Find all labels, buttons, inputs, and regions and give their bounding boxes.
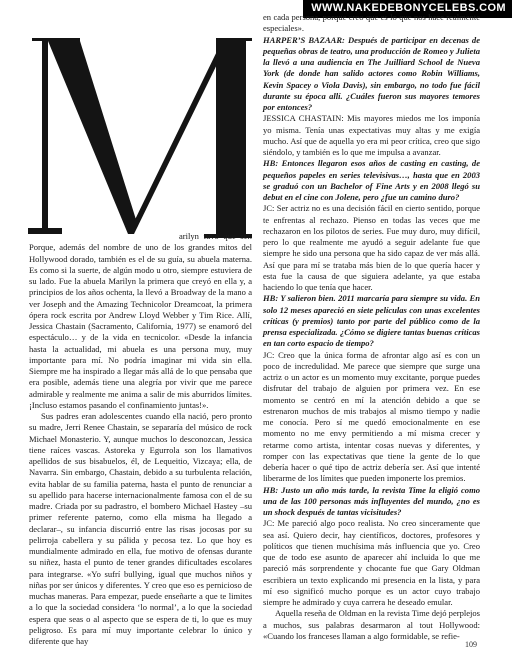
watermark: WWW.NAKEDEBONYCELEBS.COM <box>303 0 512 18</box>
right-column <box>263 12 480 642</box>
question-1: HARPER’S BAZAAR: Después de participar en decenas de pequeñas obras de teatro, una producción de Romeo y Julieta la llevó a una audiencia en The Juilliard School de Nueva York (de donde han salido actores como Robin Williams, Kevin Spacey o Viola Davis), sin embargo, no todo fue fácil durante su época allí. ¿Cuáles fueron sus mayores temores por entonces? <box>263 34 480 112</box>
left-column <box>29 0 252 647</box>
answer-1: JESSICA CHASTAIN: Mis mayores miedos me los imponía yo misma. Tenía unas expectativas muy altas y me exigía mucho. Así que de aquella yo era mi peor crítica, creo que sigo siéndolo, y también es lo que me impulsa a avanzar. <box>263 113 480 157</box>
answer-4: JC: Me pareció algo poco realista. No creo sinceramente que sea así. Quiero decir, hay científicos, doctores, profesores y políticos que tienen muchísima más influencia que yo. Creo que de todo ese asunto de aparecer ahí incluida lo que me pareció más sorprendente y chocante fue que Gary Oldman escribiera un texto explicando mi presencia en la lista, y para mí eso significó mucho porque es un actor cuyo trabajo siempre he admirado y cuya carrera he deseado emular. <box>263 518 480 607</box>
answer-3: JC: Creo que la única forma de afrontar algo así es con un poco de incredulidad. Me parece que siempre que surge una actriz o un actor es un momento muy excitante, porque puedes disfrutar del trabajo de alguien por primera vez. En ese momento se centró en mí la atención debido a que se estrenaron muchos de mis trabajos al mismo tiempo y nadie me conocía. Pero sí me quedó emocionalmente en ese momento no me envy permitiendo a mí misma crecer y retarme como artista, intentar cosas nuevas y diferentes, y romper con las expectativas que tiene la gente de lo que debería hacer o qué tipo de actriz debería ser. Así que intenté liberarme de los límites que pueden imponerte los premios. <box>263 349 480 484</box>
question-3: HB: Y salieron bien. 2011 marcaría para siempre su vida. En solo 12 meses apareció en siete películas con unas excelentes críticas (y premios) tanto por parte del público como de la prensa especializada. ¿Cómo se digiere tantas buenas críticas en tan corto espacio de tiempo? <box>263 293 480 349</box>
left-paragraph-1: arilyn tuvo que ser. Porque, además del nombre de uno de los grandes mitos del Hollywood dorado, también es el de su guía, su abuela materna. Es como si la suerte, de algún modo u otro, siempre estuviera de su lado. Fue la abuela Marilyn la primera que creyó en ella y, a principios de los años ochenta, la llevó a Broadway de la mano a ver Joseph and the Amazing Technicolor Dreamcoat, la primera ópera rock escrita por Andrew Lloyd Webber y Tim Rice. Allí, Jessica Chastain (Sacramento, California, 1977) se enamoró del espectáculo… y de la vida en tecnicolor. «Desde la infancia hasta la actualidad, mi abuela es una persona muy, muy importante para mí. No podría imaginar mi vida sin ella. Siempre me ha inspirado a llegar más allá de lo que pensaba que era posible, además tiene una alegría por vivir que me parece admirable y realmente me anima a salir de mis aburridos límites. ¡Incluso estamos pasando el confinamiento juntas!». <box>29 231 252 410</box>
page-number: 109 <box>465 640 477 649</box>
right-paragraph-1: en cada persona, porque creo que es lo que nos hace realmente especiales». <box>263 12 480 34</box>
answer-2: JC: Ser actriz no es una decisión fácil en cierto sentido, porque te enfrentas al rechazo. Pienso en todas las veces que me rechazaron en los pilotos de series. Fue muy duro, muy difícil, pero lo que realmente me ayudó a seguir adelante fue que siempre he sido una persona que ha sido capaz de ver más allá. Así que para mí se trataba más bien de lo que quería hacer y esta fue la causa de que siguiera adelante, ya que estaba haciendo lo que tenía que hacer. <box>263 203 480 292</box>
question-2: HB: Entonces llegaron esos años de casting en casting, de pequeños papeles en series televisivas…, hasta que en 2003 se graduó con un Bachelor of Fine Arts y en 2008 llegó su debut en el cine con Jolene, pero ¿fue un camino duro? <box>263 158 480 202</box>
right-paragraph-final: Aquella reseña de Oldman en la revista Time dejó perplejos a muchos, sus palabras desarmaron al tout Hollywood: «Cuando los franceses llaman a algo formidable, se refie- <box>263 608 480 641</box>
question-4: HB: Justo un año más tarde, la revista Time la eligió como una de las 100 personas más influyentes del mundo, ¿no es un shock después de tantas vicisitudes? <box>263 484 480 517</box>
left-paragraph-2: Sus padres eran adolescentes cuando ella nació, pero pronto su madre, Jerri Renee Chastain, se separaría del músico de rock Michael Monasterio. Y, aunque muchos lo desconozcan, Jessica tiene raíces vascas. Astoreka y Egurrola son los llamativos apellidos de sus bisabuelos, él, de Lequeitio, Vizcaya; ella, de Navarra. Sin embargo, Chastain, debido a su turbulenta relación, evita hablar de su familia paterna, hasta el punto de renunciar a su apellido para hacerse internacionalmente famosa con el de su madre. Criada por su padrastro, el bombero Michael Hastey –su primer referente paterno, como ella misma ha llegado a declarar–, su infancia discurrió entre las risas jocosas por su pelirroja cabellera y su pálida y pecosa tez. Lo que hoy es mundialmente admirado en ella, fue motivo de ofensas durante su niñez, hasta el punto de tener grandes dificultades escolares para integrarse. «Yo sufrí bullying, igual que muchos niños y niñas por ser únicos y diferentes. Y creo que eso es pernicioso de muchas maneras. Para empezar, puede enseñarte a que te limites a lo que la sociedad considera ‘lo normal’, a lo que la sociedad espera que seas o al aspecto que se espera de ti, lo que es muy peligroso. Es para mí muy importante celebrar lo único y diferente que hay <box>29 411 252 646</box>
